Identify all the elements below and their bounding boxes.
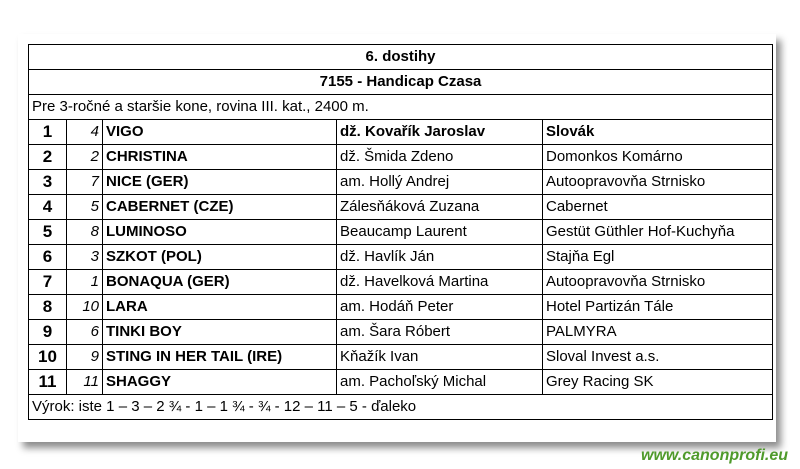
jockey-name: am. Šara Róbert xyxy=(337,320,543,345)
finishing-position: 7 xyxy=(29,270,67,295)
start-number: 10 xyxy=(67,295,103,320)
result-row xyxy=(29,345,773,370)
owner-name: Autoopravovňa Strnisko xyxy=(543,270,773,295)
horse-name: VIGO xyxy=(103,120,337,145)
verdict: Výrok: iste 1 – 3 – 2 ¾ - 1 – 1 ¾ - ¾ - 12 – 11 – 5 - ďaleko xyxy=(29,395,773,420)
start-number: 2 xyxy=(67,145,103,170)
race-name: 7155 - Handicap Czasa xyxy=(29,70,773,95)
race-conditions: Pre 3-ročné a staršie kone, rovina III. kat., 2400 m. xyxy=(29,95,773,120)
jockey-name: dž. Havlík Ján xyxy=(337,245,543,270)
finishing-position: 4 xyxy=(29,195,67,220)
finishing-position: 3 xyxy=(29,170,67,195)
start-number: 9 xyxy=(67,345,103,370)
jockey-name: am. Pachoľský Michal xyxy=(337,370,543,395)
finishing-position: 6 xyxy=(29,245,67,270)
result-row xyxy=(29,120,773,145)
jockey-name: Zálesňáková Zuzana xyxy=(337,195,543,220)
start-number: 3 xyxy=(67,245,103,270)
result-row xyxy=(29,220,773,245)
jockey-name: Beaucamp Laurent xyxy=(337,220,543,245)
result-row xyxy=(29,270,773,295)
start-number: 6 xyxy=(67,320,103,345)
owner-name: Hotel Partizán Tále xyxy=(543,295,773,320)
owner-name: PALMYRA xyxy=(543,320,773,345)
owner-name: Cabernet xyxy=(543,195,773,220)
horse-name: SHAGGY xyxy=(103,370,337,395)
owner-name: Autoopravovňa Strnisko xyxy=(543,170,773,195)
horse-name: LUMINOSO xyxy=(103,220,337,245)
watermark: www.canonprofi.eu xyxy=(641,447,788,464)
horse-name: LARA xyxy=(103,295,337,320)
horse-name: SZKOT (POL) xyxy=(103,245,337,270)
finishing-position: 11 xyxy=(29,370,67,395)
finishing-position: 1 xyxy=(29,120,67,145)
result-row xyxy=(29,245,773,270)
results-table xyxy=(28,44,773,420)
horse-name: BONAQUA (GER) xyxy=(103,270,337,295)
horse-name: STING IN HER TAIL (IRE) xyxy=(103,345,337,370)
result-row xyxy=(29,195,773,220)
race-name-row xyxy=(29,70,773,95)
race-title: 6. dostihy xyxy=(29,45,773,70)
result-row xyxy=(29,295,773,320)
jockey-name: am. Hollý Andrej xyxy=(337,170,543,195)
horse-name: CHRISTINA xyxy=(103,145,337,170)
race-conditions-row xyxy=(29,95,773,120)
owner-name: Sloval Invest a.s. xyxy=(543,345,773,370)
finishing-position: 8 xyxy=(29,295,67,320)
finishing-position: 9 xyxy=(29,320,67,345)
results-card xyxy=(18,34,776,442)
horse-name: TINKI BOY xyxy=(103,320,337,345)
owner-name: Slovák xyxy=(543,120,773,145)
jockey-name: dž. Kovařík Jaroslav xyxy=(337,120,543,145)
start-number: 8 xyxy=(67,220,103,245)
jockey-name: dž. Šmida Zdeno xyxy=(337,145,543,170)
start-number: 11 xyxy=(67,370,103,395)
start-number: 7 xyxy=(67,170,103,195)
race-title-row xyxy=(29,45,773,70)
start-number: 5 xyxy=(67,195,103,220)
finishing-position: 2 xyxy=(29,145,67,170)
result-row xyxy=(29,170,773,195)
finishing-position: 10 xyxy=(29,345,67,370)
result-row xyxy=(29,320,773,345)
owner-name: Stajňa Egl xyxy=(543,245,773,270)
horse-name: CABERNET (CZE) xyxy=(103,195,337,220)
jockey-name: Kňažík Ivan xyxy=(337,345,543,370)
finishing-position: 5 xyxy=(29,220,67,245)
result-row xyxy=(29,370,773,395)
owner-name: Grey Racing SK xyxy=(543,370,773,395)
jockey-name: dž. Havelková Martina xyxy=(337,270,543,295)
result-row xyxy=(29,145,773,170)
start-number: 4 xyxy=(67,120,103,145)
owner-name: Domonkos Komárno xyxy=(543,145,773,170)
start-number: 1 xyxy=(67,270,103,295)
verdict-row xyxy=(29,395,773,420)
jockey-name: am. Hodáň Peter xyxy=(337,295,543,320)
owner-name: Gestüt Güthler Hof-Kuchyňa xyxy=(543,220,773,245)
horse-name: NICE (GER) xyxy=(103,170,337,195)
